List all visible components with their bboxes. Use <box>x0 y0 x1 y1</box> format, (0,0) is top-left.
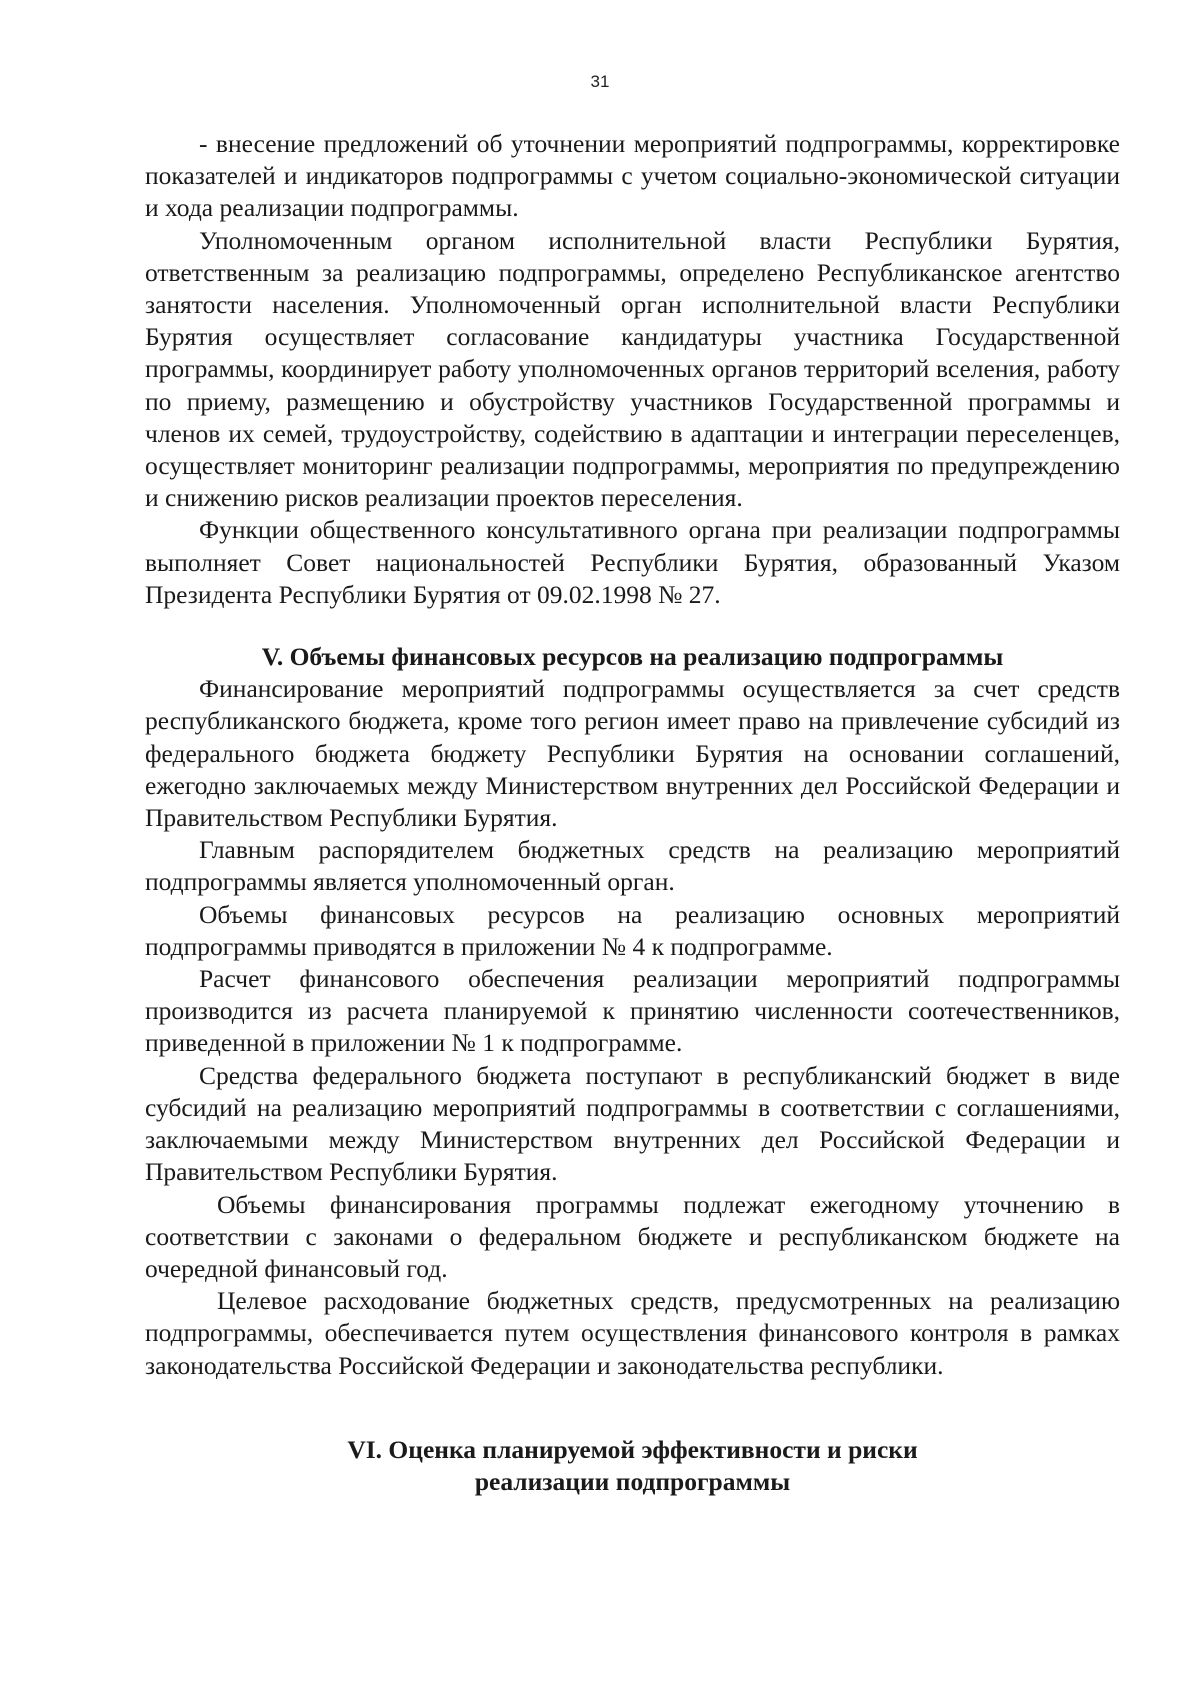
paragraph-targeted-spending: Целевое расходование бюджетных средств, предусмотренных на реализацию подпрограммы, обеспечивается путем осуществления финансового контроля в рамках законодательства Российской Федерации и законодательства республики. <box>145 1286 1120 1380</box>
paragraph-advisory-body: Функции общественного консультативного органа при реализации подпрограммы выполняет Совет национальностей Республики Бурятия, образованный Указом Президента Республики Бурятия от 09.02.1998 № 27. <box>145 515 1120 609</box>
section-6-heading-line-2: реализации подпрограммы <box>474 1466 791 1496</box>
section-6-heading-line-1: VI. Оценка планируемой эффективности и риски <box>347 1434 918 1464</box>
paragraph-annual-adjustment: Объемы финансирования программы подлежат ежегодному уточнению в соответствии с законами о федеральном бюджете и республиканском бюджете на очередной финансовый год. <box>145 1189 1120 1283</box>
paragraph-federal-funds: Средства федерального бюджета поступают в республиканский бюджет в виде субсидий на реализацию мероприятий подпрограммы в соответствии с соглашениями, заключаемыми между Министерством внутренних дел Российской Федерации и Правительством Республики Бурятия. <box>145 1060 1120 1187</box>
paragraph-resources-appendix: Объемы финансовых ресурсов на реализацию основных мероприятий подпрограммы приводятся в приложении № 4 к подпрограмме. <box>145 899 1120 961</box>
paragraph-main-manager: Главным распорядителем бюджетных средств на реализацию мероприятий подпрограммы является уполномоченный орган. <box>145 835 1120 897</box>
paragraph-financing: Финансирование мероприятий подпрограммы осуществляется за счет средств республиканского бюджета, кроме того регион имеет право на привлечение субсидий из федерального бюджета бюджету Республики Бурятия на основании соглашений, ежегодно заключаемых между Министерством внутренних дел Российской Федерации и Правительством Республики Бурятия. <box>145 674 1120 833</box>
page-number: 31 <box>590 72 610 91</box>
paragraph-proposals: - внесение предложений об уточнении мероприятий подпрограммы, корректировке показателей и индикаторов подпрограммы с учетом социально-экономической ситуации и хода реализации подпрограммы. <box>145 129 1120 223</box>
section-5-heading: V. Объемы финансовых ресурсов на реализацию подпрограммы <box>261 642 1004 672</box>
document-body <box>145 128 1120 1498</box>
section-6-heading <box>145 1434 1120 1498</box>
paragraph-authorized-body: Уполномоченным органом исполнительной власти Республики Бурятия, ответственным за реализацию подпрограммы, определено Республиканское агентство занятости населения. Уполномоченный орган исполнительной власти Республики Бурятия осуществляет согласование кандидатуры участника Государственной программы, координирует работу уполномоченных органов территорий вселения, работу по приему, размещению и обустройству участников Государственной программы и членов их семей, трудоустройству, содействию в адаптации и интеграции переселенцев, осуществляет мониторинг реализации подпрограммы, мероприятия по предупреждению и снижению рисков реализации проектов переселения. <box>145 225 1120 513</box>
paragraph-calculation: Расчет финансового обеспечения реализации мероприятий подпрограммы производится из расчета планируемой к принятию численности соотечественников, приведенной в приложении № 1 к подпрограмме. <box>145 964 1120 1058</box>
